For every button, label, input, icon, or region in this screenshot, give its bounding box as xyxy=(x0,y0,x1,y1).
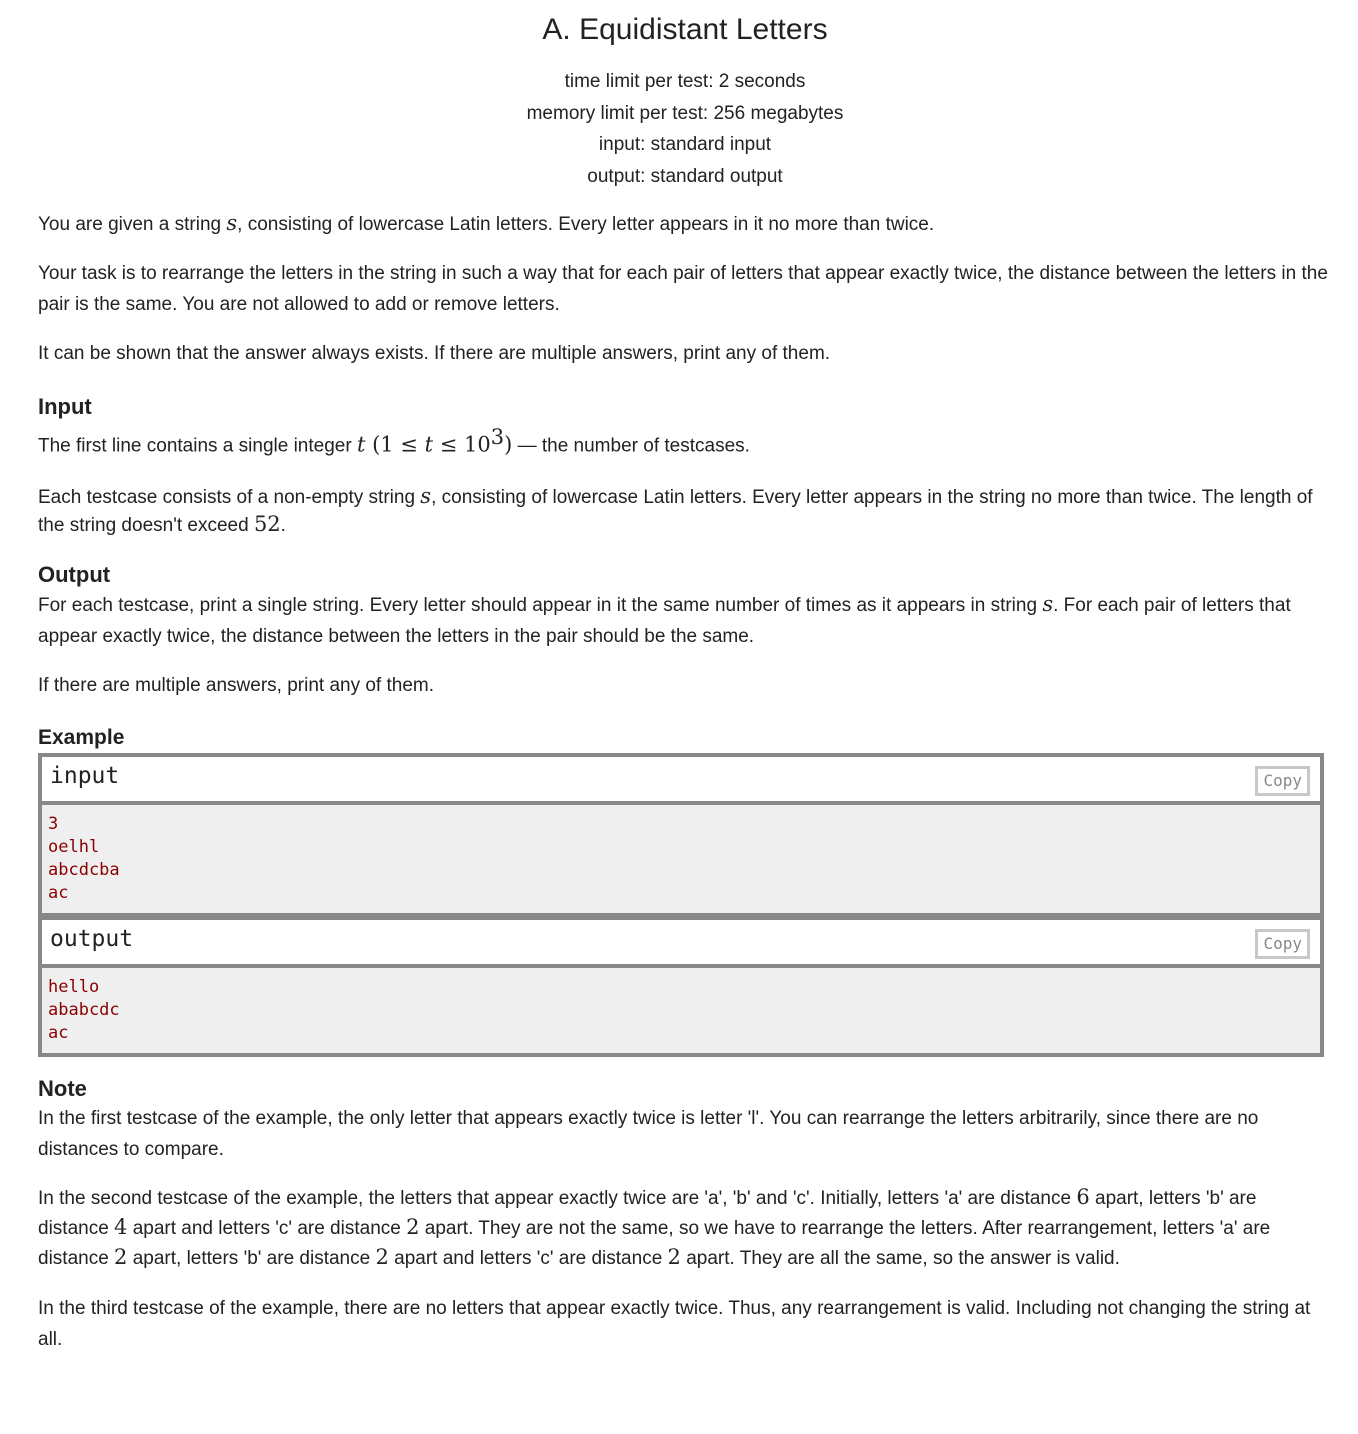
input-line: abcdcba xyxy=(48,860,120,881)
input-paragraph-1: The first line contains a single integer t $(1 \le t \le 10^3)$ — the number of testcases. xyxy=(38,425,750,457)
note-paragraph-3: In the third testcase of the example, there are no letters that appear exactly twice. Thus, any rearrangement is valid. Including not changing the string at all. xyxy=(38,1298,1311,1351)
example-heading: Example xyxy=(38,726,125,750)
example-output-label: output xyxy=(50,926,134,953)
example-output-content xyxy=(42,968,1320,1053)
output-file: output: standard output xyxy=(587,165,783,187)
memory-limit: memory limit per test: 256 megabytes xyxy=(526,102,844,124)
statement-paragraph-3: It can be shown that the answer always exists. If there are multiple answers, print any of them. xyxy=(38,343,831,364)
example-output-box xyxy=(38,916,1324,1057)
output-line: ababcdc xyxy=(48,1000,120,1021)
output-heading: Output xyxy=(38,562,111,588)
input-heading: Input xyxy=(38,394,92,419)
output-line: ac xyxy=(48,1023,69,1044)
output-paragraph-1: For each testcase, print a single string. Every letter should appear in it the same number of times as it appears in string s. For each pair of letters that appear exactly twice, the distance between the letters in the pair should be the same. xyxy=(38,592,1291,648)
note-paragraph-1: In the first testcase of the example, the only letter that appears exactly twice is letter 'l'. You can rearrange the letters arbitrarily, since there are no distances to compare. xyxy=(38,1108,1259,1161)
math-s: s xyxy=(226,211,238,235)
statement-paragraph-1: You are given a string s, consisting of lowercase Latin letters. Every letter appears in it no more than twice. xyxy=(38,211,935,235)
input-line: oelhl xyxy=(48,837,100,858)
example-input-content xyxy=(42,805,1320,913)
problem-title: A. Equidistant Letters xyxy=(542,13,828,46)
example-input-box xyxy=(38,753,1324,917)
problem-limits xyxy=(38,66,1332,192)
input-line: ac xyxy=(48,883,69,904)
example-input-label: input xyxy=(50,763,120,790)
output-line: hello xyxy=(48,977,100,998)
example-input-header xyxy=(42,757,1320,805)
statement-paragraph-2: Your task is to rearrange the letters in the string in such a way that for each pair of letters that appear exactly twice, the distance between the letters in the pair is the same. You are not allowed to add or remove letters. xyxy=(38,263,1328,315)
input-file: input: standard input xyxy=(598,134,772,155)
note-paragraph-2: In the second testcase of the example, the letters that appear exactly twice are 'a', 'b' and 'c'. Initially, letters 'a' are distance 6 apart, letters 'b' are distance 4 apart and letters 'c' are distance 2 apart. They are not the same, so we have to rearrange the letters. After rearrangement, letters 'a' are distance 2 apart, letters 'b' are distance 2 apart and letters 'c' are distance 2 apart. They are all the same, so the answer is valid. xyxy=(38,1185,1271,1270)
note-heading: Note xyxy=(38,1076,87,1102)
copy-output-button[interactable]: Copy xyxy=(1255,929,1310,959)
copy-input-button[interactable]: Copy xyxy=(1255,766,1310,796)
output-paragraph-2: If there are multiple answers, print any of them. xyxy=(38,675,435,697)
input-paragraph-2: Each testcase consists of a non-empty string s, consisting of lowercase Latin letters. Every letter appears in the string no more than twice. The length of the string doesn't exceed 52. xyxy=(38,484,1313,537)
time-limit: time limit per test: 2 seconds xyxy=(564,71,806,92)
input-line: 3 xyxy=(48,814,59,835)
example-output-header xyxy=(42,920,1320,968)
